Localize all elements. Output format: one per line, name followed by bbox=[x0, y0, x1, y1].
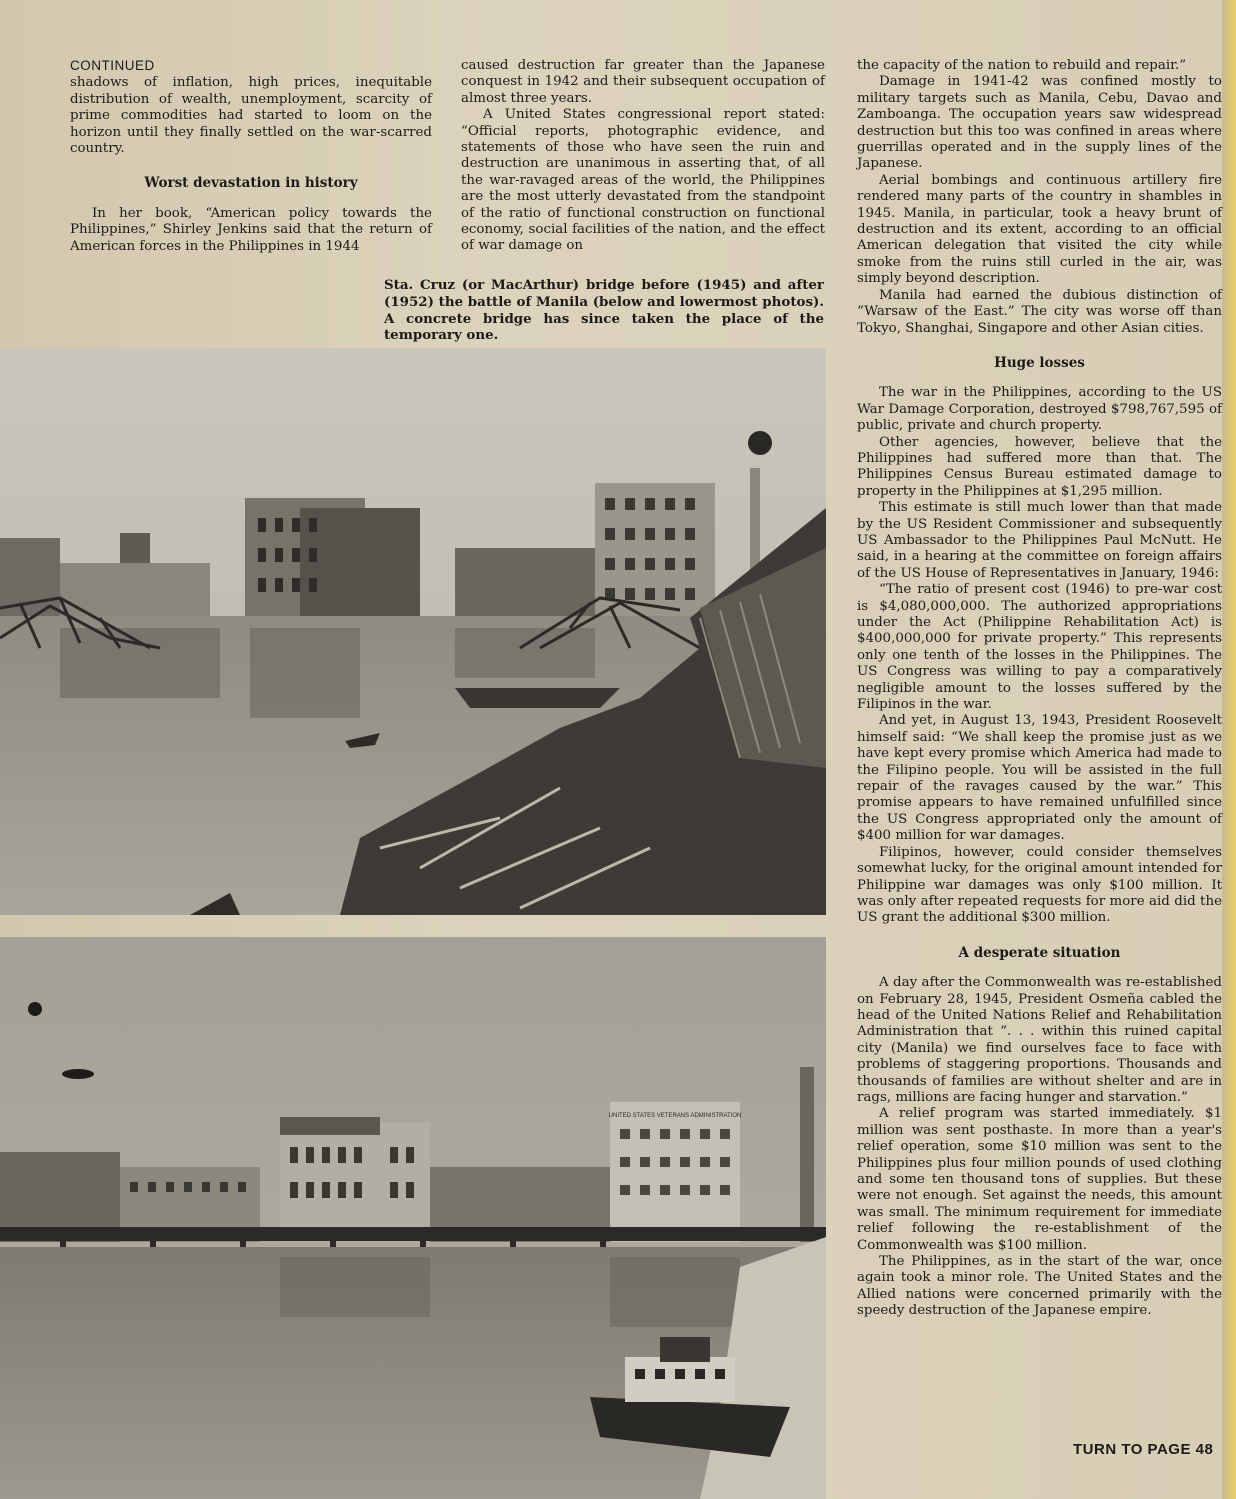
col3-paragraph-12: A relief program was started immediately. $1 million was sent posthaste. In more than a year's relief operation, some $10 million was sent to the Philippines plus four million pounds of used clothing and some ten thousand tons of supplies. But these were not enough. Set against the needs, this amount was small. The minimum requirement for immediate relief following the re-establishment of the Commonwealth was $100 million. bbox=[857, 1106, 1222, 1253]
heading-desperate-situation: A desperate situation bbox=[958, 944, 1121, 961]
col3-paragraph-7: This estimate is still much lower than that made by the US Resident Commissioner and subsequently US Ambassador to the Philippines Paul McNutt. He said, in a hearing at the committee on foreign affairs of the US House of Representatives in January, 1946: bbox=[857, 500, 1222, 581]
photo-bridge-1945 bbox=[0, 348, 826, 915]
building-sign: UNITED STATES VETERANS ADMINISTRATION bbox=[608, 1113, 742, 1119]
heading-worst-devastation: Worst devastation in history bbox=[144, 175, 358, 192]
col3-paragraph-11: A day after the Commonwealth was re-established on February 28, 1945, President Osmeña cabled the head of the United Nations Relief and Rehabilitation Administration that “. . . within this ruined capital city (Manila) we find ourselves face to face with problems of staggering proportions. Thousands and thousands of families are without shelter and are in rags, millions are facing hunger and starvation.” bbox=[857, 975, 1222, 1105]
col3-paragraph-3: Aerial bombings and continuous artillery fire rendered many parts of the country in shambles in 1945. Manila, in particular, took a heavy brunt of destruction and its extent, according to an official American delegation that visited the city while smoke from the ruins still curled in the air, was simply beyond description. bbox=[857, 172, 1222, 287]
col3-paragraph-1: the capacity of the nation to rebuild and repair.” bbox=[857, 58, 1187, 73]
col3-paragraph-8: “The ratio of present cost (1946) to pre-war cost is $4,080,000,000. The authorized appropriations under the Act (Philippine Rehabilitation Act) is $400,000,000 for private property.” This represents only one tenth of the losses in the Philippines. The US Congress was willing to pay a comparatively negligible amount to the losses suffered by the Filipinos in the war. bbox=[857, 582, 1222, 713]
col3-paragraph-10: Filipinos, however, could consider themselves somewhat lucky, for the original amount intended for Philippine war damages was only $100 million. It was only after repeated requests for more aid did the US grant the additional $300 million. bbox=[857, 844, 1222, 926]
photo-caption: Sta. Cruz (or MacArthur) bridge before (1945) and after (1952) the battle of Manila (below and lowermost photos). A concrete bridge has since taken the place of the temporary one. bbox=[384, 277, 824, 344]
col2-paragraph-1: caused destruction far greater than the Japanese conquest in 1942 and their subsequent occupation of almost three years. bbox=[461, 58, 825, 106]
heading-huge-losses: Huge losses bbox=[994, 354, 1085, 371]
photo-bridge-1952 bbox=[0, 937, 826, 1499]
column-1 bbox=[70, 58, 432, 255]
column-2 bbox=[461, 58, 825, 255]
col3-paragraph-2: Damage in 1941-42 was confined mostly to military targets such as Manila, Cebu, Davao and Zamboanga. The occupation years saw widespread destruction but this too was confined in areas where guerrillas operated and in the supply lines of the Japanese. bbox=[857, 74, 1222, 172]
continued-label: CONTINUED bbox=[70, 58, 155, 73]
col3-paragraph-4: Manila had earned the dubious distinction of “Warsaw of the East.” The city was worse off than Tokyo, Shanghai, Singapore and other Asian cities. bbox=[857, 287, 1222, 336]
col3-paragraph-5: The war in the Philippines, according to the US War Damage Corporation, destroyed $798,767,595 of public, private and church property. bbox=[857, 385, 1222, 434]
turn-to-page: TURN TO PAGE 48 bbox=[1073, 1441, 1214, 1458]
column-3 bbox=[857, 58, 1222, 1320]
col1-paragraph-1: shadows of inflation, high prices, inequitable distribution of wealth, unemployment, scarcity of prime commodities had started to loom on the horizon until they finally settled on the war-scarred country. bbox=[70, 75, 432, 157]
col3-paragraph-9: And yet, in August 13, 1943, President Roosevelt himself said: “We shall keep the promise just as we have kept every promise which America had made to the Filipino people. You will be assisted in the full repair of the ravages caused by the war.” This promise appears to have remained unfulfilled since the US Congress appropriated only the amount of $400 million for war damages. bbox=[857, 713, 1222, 844]
page-edge bbox=[1222, 0, 1236, 1499]
col3-paragraph-6: Other agencies, however, believe that the Philippines had suffered more than that. The Philippines Census Bureau estimated damage to property in the Philippines at $1,295 million. bbox=[857, 434, 1222, 499]
col3-paragraph-13: The Philippines, as in the start of the war, once again took a minor role. The United States and the Allied nations were concerned primarily with the speedy destruction of the Japanese empire. bbox=[857, 1254, 1222, 1319]
col1-paragraph-2: In her book, “American policy towards the Philippines,” Shirley Jenkins said that the return of American forces in the Philippines in 1944 bbox=[70, 205, 432, 254]
col2-paragraph-2: A United States congressional report stated: “Official reports, photographic evidence, and statements of those who have seen the ruin and destruction are unanimous in asserting that, of all the war-ravaged areas of the world, the Philippines are the most utterly devastated from the standpoint of the ratio of functional construction on functional economy, social facilities of the nation, and the effect of war damage on bbox=[461, 107, 825, 254]
